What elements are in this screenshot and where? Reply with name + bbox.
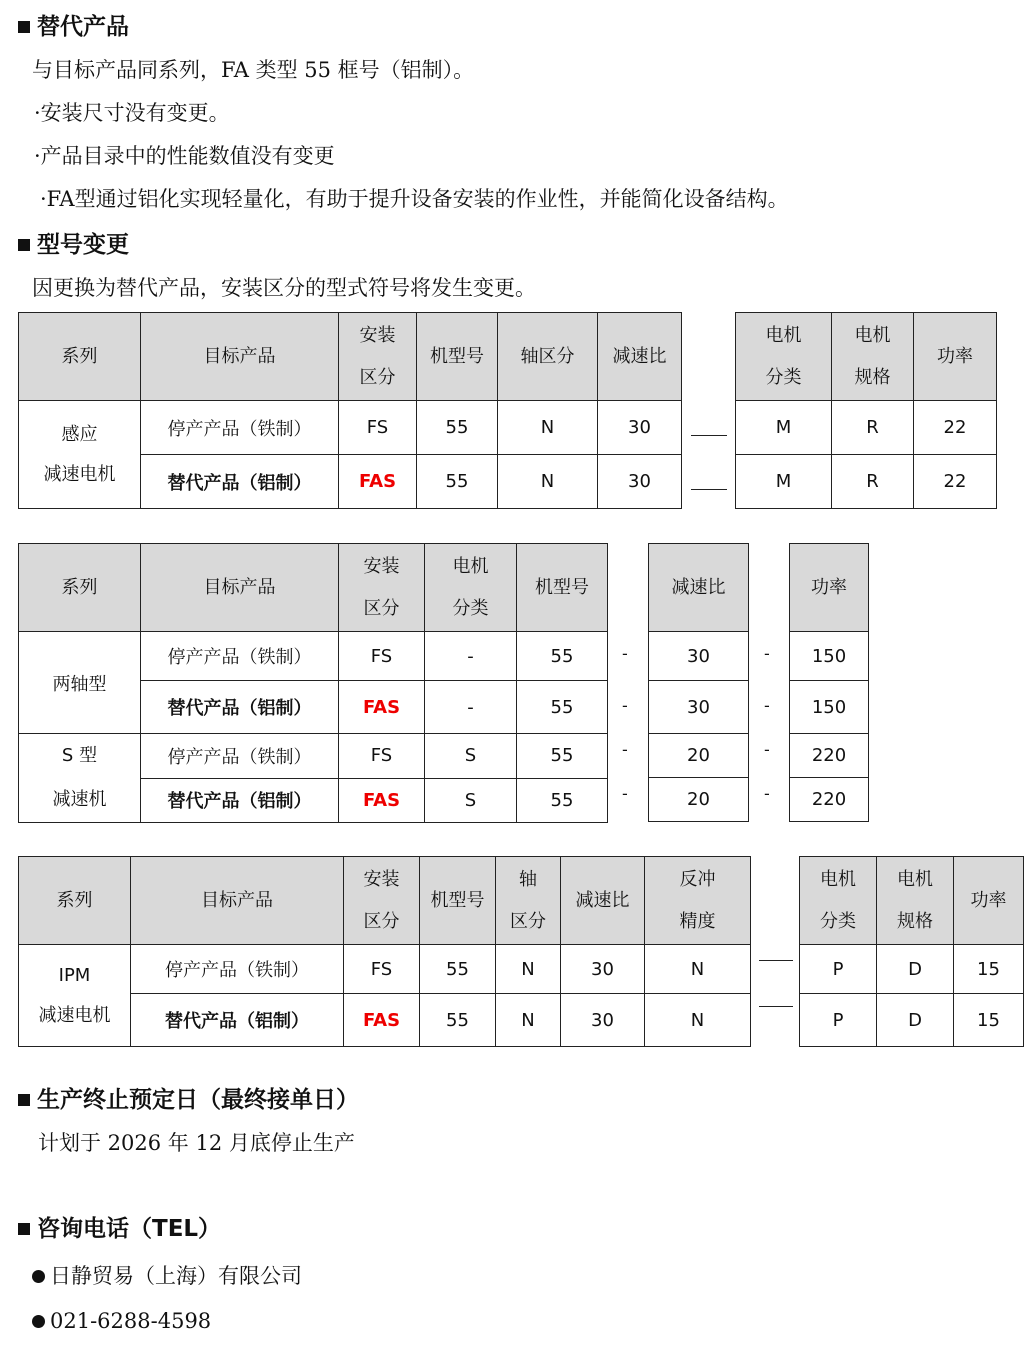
cell-backlash-old: N [645, 945, 751, 994]
separator-dash: - [764, 784, 770, 803]
cell-mount-old: FS [339, 632, 425, 681]
cell-motor-spec-old: R [832, 401, 914, 455]
square-bullet-icon [18, 21, 30, 33]
cell-motor-type-new: - [425, 681, 517, 734]
cell-power: 150 [790, 632, 869, 681]
separator-dash: - [622, 784, 628, 803]
header-ratio: 减速比 [649, 544, 749, 632]
separator-line [759, 1006, 793, 1007]
header-series: 系列 [19, 857, 131, 945]
cell-mount-old: FS [344, 945, 420, 994]
cell-power: 150 [790, 681, 869, 734]
replacement-note-2: ·产品目录中的性能数值没有变更 [34, 144, 335, 168]
separator-dash: - [622, 644, 628, 663]
cell-frame-new: 55 [517, 681, 608, 734]
section-title-contact: 咨询电话（TEL） [18, 1210, 221, 1243]
header-frame: 机型号 [417, 313, 498, 401]
replacement-desc: 与目标产品同系列，FA 类型 55 框号（铝制）。 [32, 58, 475, 82]
header-backlash: 反冲 精度 [645, 857, 751, 945]
cell-mount-new: FAS [344, 994, 420, 1047]
header-motor-type: 电机 分类 [736, 313, 832, 401]
cell-motor-spec-new: D [877, 994, 954, 1047]
header-mount: 安装 区分 [339, 544, 425, 632]
header-power: 功率 [790, 544, 869, 632]
cell-shaft-new: N [498, 455, 598, 509]
header-shaft: 轴区分 [498, 313, 598, 401]
cell-shaft-old: N [496, 945, 561, 994]
cell-frame-new: 55 [420, 994, 496, 1047]
cell-mount-new: FAS [339, 681, 425, 734]
header-frame: 机型号 [420, 857, 496, 945]
bullet-dot-icon [32, 1315, 45, 1328]
table-two-axis-left [18, 543, 608, 823]
cell-power: 220 [790, 778, 869, 822]
cell-ratio-new: 30 [598, 455, 682, 509]
separator-dash: - [622, 740, 628, 759]
header-mount: 安装 区分 [339, 313, 417, 401]
cell-frame-new: 55 [417, 455, 498, 509]
cell-power: 220 [790, 734, 869, 778]
contact-phone: 021-6288-4598 [32, 1309, 211, 1333]
cell-motor-spec-old: D [877, 945, 954, 994]
end-date-desc: 计划于 2026 年 12 月底停止生产 [38, 1131, 355, 1155]
separator-dash: - [764, 644, 770, 663]
replacement-note-3: ·FA型通过铝化实现轻量化，有助于提升设备安装的作业性，并能简化设备结构。 [40, 187, 789, 211]
cell-power-old: 15 [954, 945, 1024, 994]
header-motor-type: 电机 分类 [800, 857, 877, 945]
cell-ratio: 20 [649, 778, 749, 822]
cell-ratio-old: 30 [598, 401, 682, 455]
header-frame: 机型号 [517, 544, 608, 632]
header-series: 系列 [19, 313, 141, 401]
cell-motor-type-new: M [736, 455, 832, 509]
cell-product-old: 停产产品（铁制） [141, 632, 339, 681]
cell-ratio-old: 30 [561, 945, 645, 994]
header-motor-spec: 电机 规格 [832, 313, 914, 401]
cell-shaft-old: N [498, 401, 598, 455]
cell-motor-type-old: M [736, 401, 832, 455]
table-induction-right [735, 312, 997, 509]
series-cell: IPM 减速电机 [19, 945, 131, 1047]
cell-frame-old: 55 [517, 632, 608, 681]
series-cell: 两轴型 [19, 632, 141, 734]
bullet-dot-icon [32, 1270, 45, 1283]
cell-motor-type-new: S [425, 778, 517, 823]
header-power: 功率 [914, 313, 997, 401]
model-change-desc: 因更换为替代产品，安装区分的型式符号将发生变更。 [32, 276, 536, 300]
header-motor-spec: 电机 规格 [877, 857, 954, 945]
cell-power-new: 15 [954, 994, 1024, 1047]
separator-line [759, 960, 793, 961]
cell-mount-old: FS [339, 401, 417, 455]
cell-motor-type-new: P [800, 994, 877, 1047]
cell-ratio: 30 [649, 632, 749, 681]
section-title-replacement: 替代产品 [18, 8, 129, 41]
table-induction-left [18, 312, 682, 509]
cell-product-old: 停产产品（铁制） [141, 734, 339, 779]
separator-line [691, 435, 727, 436]
cell-product-new: 替代产品（铝制） [141, 778, 339, 823]
cell-mount-new: FAS [339, 455, 417, 509]
section-title-model-change: 型号变更 [18, 226, 129, 259]
cell-power-new: 22 [914, 455, 997, 509]
cell-product-old: 停产产品（铁制） [141, 401, 339, 455]
header-series: 系列 [19, 544, 141, 632]
cell-ratio: 20 [649, 734, 749, 778]
cell-motor-type-old: P [800, 945, 877, 994]
header-target: 目标产品 [141, 544, 339, 632]
cell-frame-old: 55 [517, 734, 608, 779]
table-two-axis-ratio [648, 543, 749, 822]
cell-mount-old: FS [339, 734, 425, 779]
header-power: 功率 [954, 857, 1024, 945]
square-bullet-icon [18, 1223, 30, 1235]
replacement-note-1: ·安装尺寸没有变更。 [34, 101, 230, 125]
cell-backlash-new: N [645, 994, 751, 1047]
separator-line [691, 489, 727, 490]
cell-motor-type-old: - [425, 632, 517, 681]
separator-dash: - [622, 696, 628, 715]
cell-product-new: 替代产品（铝制） [131, 994, 344, 1047]
header-ratio: 减速比 [561, 857, 645, 945]
table-ipm-left [18, 856, 751, 1047]
section-title-end-date: 生产终止预定日（最终接单日） [18, 1081, 359, 1114]
separator-dash: - [764, 740, 770, 759]
separator-dash: - [764, 696, 770, 715]
cell-product-old: 停产产品（铁制） [131, 945, 344, 994]
cell-product-new: 替代产品（铝制） [141, 455, 339, 509]
series-cell: 感应 减速电机 [19, 401, 141, 509]
cell-frame-old: 55 [417, 401, 498, 455]
cell-power-old: 22 [914, 401, 997, 455]
contact-company: 日静贸易（上海）有限公司 [32, 1260, 302, 1290]
header-shaft: 轴 区分 [496, 857, 561, 945]
cell-frame-old: 55 [420, 945, 496, 994]
table-two-axis-power [789, 543, 869, 822]
square-bullet-icon [18, 1094, 30, 1106]
square-bullet-icon [18, 239, 30, 251]
cell-mount-new: FAS [339, 778, 425, 823]
header-target: 目标产品 [131, 857, 344, 945]
header-target: 目标产品 [141, 313, 339, 401]
cell-motor-type-old: S [425, 734, 517, 779]
cell-shaft-new: N [496, 994, 561, 1047]
header-mount: 安装 区分 [344, 857, 420, 945]
header-ratio: 减速比 [598, 313, 682, 401]
cell-ratio-new: 30 [561, 994, 645, 1047]
cell-product-new: 替代产品（铝制） [141, 681, 339, 734]
series-cell: S 型 减速机 [19, 734, 141, 823]
table-ipm-right [799, 856, 1024, 1047]
header-motor-type: 电机 分类 [425, 544, 517, 632]
cell-motor-spec-new: R [832, 455, 914, 509]
cell-ratio: 30 [649, 681, 749, 734]
cell-frame-new: 55 [517, 778, 608, 823]
